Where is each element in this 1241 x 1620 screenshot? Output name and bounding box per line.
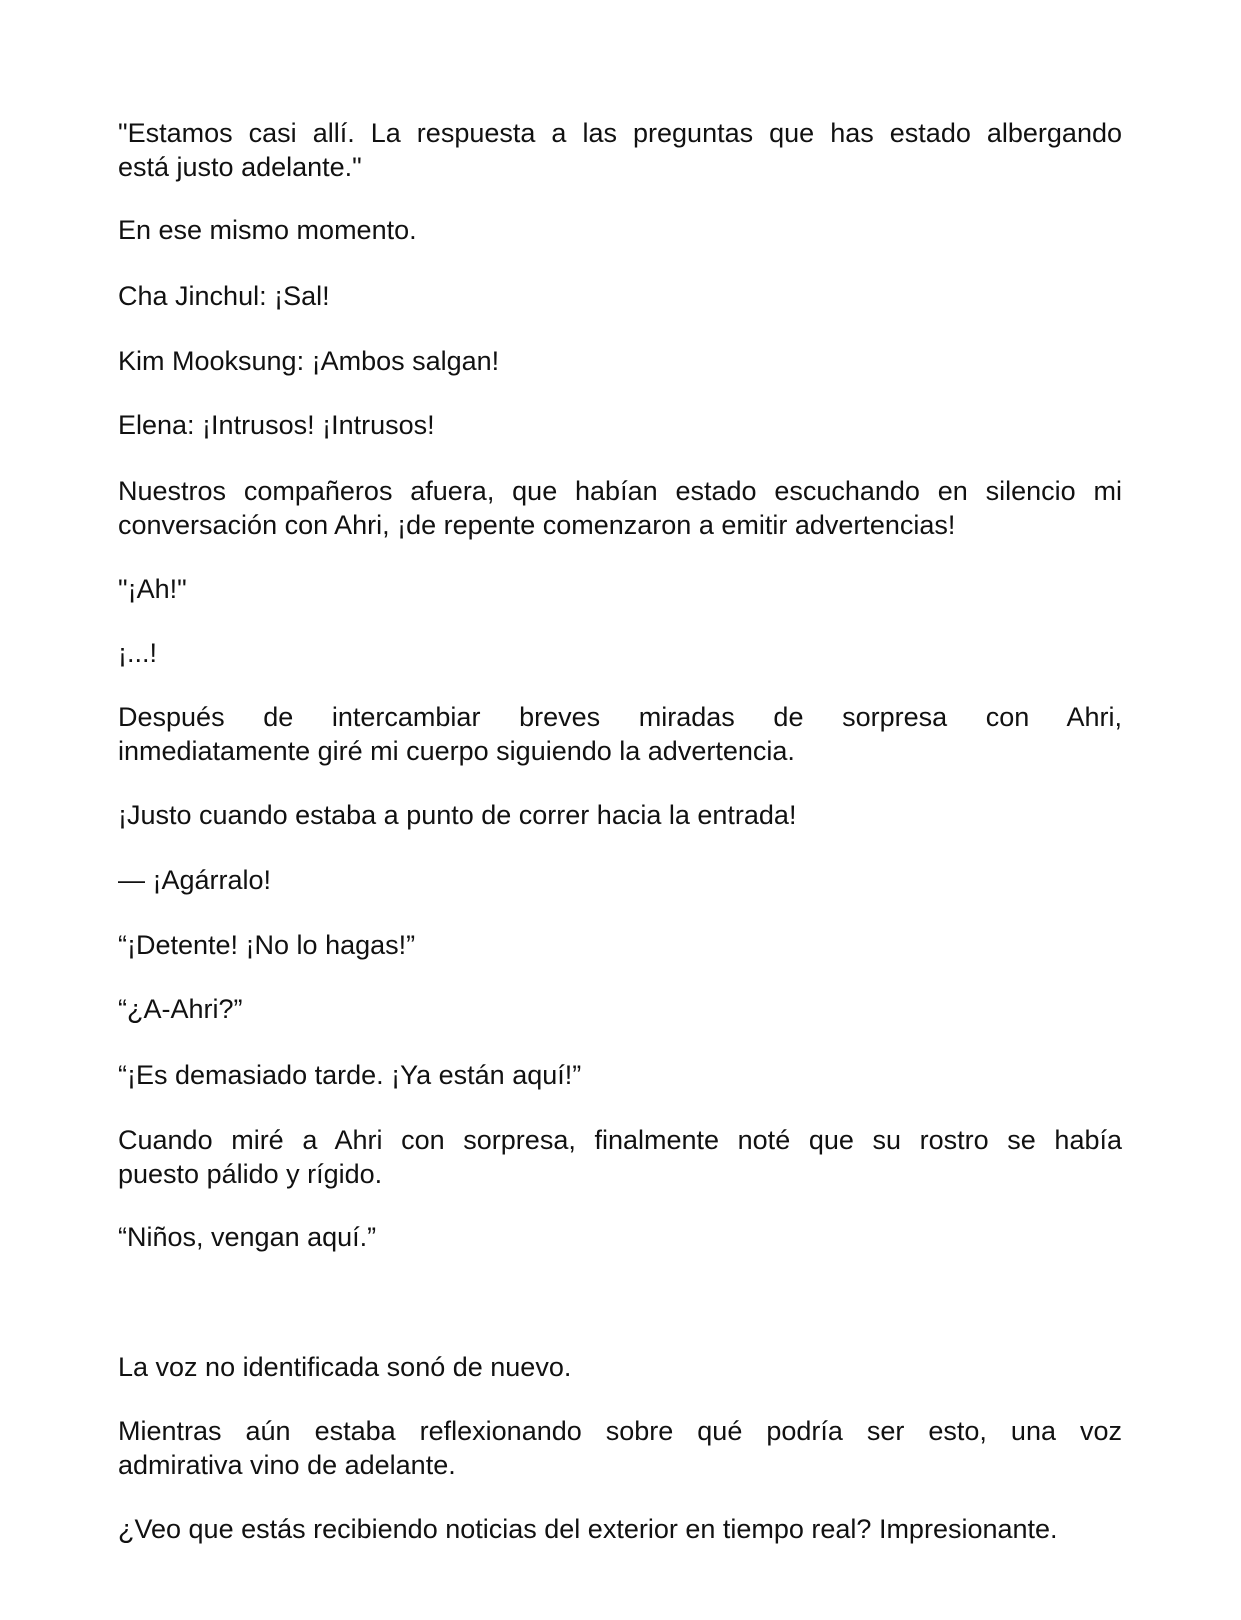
paragraph-3 — [118, 279, 1122, 313]
paragraph-9 — [118, 700, 1122, 768]
paragraph-1 — [118, 116, 1122, 184]
paragraph-9-line-1: Después de intercambiar breves miradas de sorpresa con Ahri, — [118, 702, 1122, 732]
paragraph-18-line-1: Mientras aún estaba reflexionando sobre qué podría ser esto, una voz — [118, 1416, 1122, 1446]
paragraph-6-line-2: conversación con Ahri, ¡de repente comenzaron a emitir advertencias! — [118, 510, 956, 540]
paragraph-14-line-1: “¡Es demasiado tarde. ¡Ya están aquí!” — [118, 1060, 582, 1090]
paragraph-11-line-1: — ¡Agárralo! — [118, 865, 272, 895]
paragraph-1-line-2: está justo adelante." — [118, 152, 362, 182]
paragraph-19-line-1: ¿Veo que estás recibiendo noticias del exterior en tiempo real? Impresionante. — [118, 1514, 1058, 1544]
paragraph-10-line-1: ¡Justo cuando estaba a punto de correr hacia la entrada! — [118, 800, 797, 830]
paragraph-5 — [118, 408, 1122, 442]
paragraph-7-line-1: "¡Ah!" — [118, 574, 187, 604]
paragraph-18 — [118, 1414, 1122, 1482]
paragraph-15-line-2: puesto pálido y rígido. — [118, 1159, 383, 1189]
paragraph-3-line-1: Cha Jinchul: ¡Sal! — [118, 281, 330, 311]
paragraph-12-line-1: “¡Detente! ¡No lo hagas!” — [118, 930, 416, 960]
paragraph-9-line-2: inmediatamente giré mi cuerpo siguiendo la advertencia. — [118, 736, 795, 766]
paragraph-5-line-1: Elena: ¡Intrusos! ¡Intrusos! — [118, 410, 435, 440]
paragraph-6-line-1: Nuestros compañeros afuera, que habían estado escuchando en silencio mi — [118, 476, 1122, 506]
paragraph-17 — [118, 1350, 1122, 1384]
paragraph-2-line-1: En ese mismo momento. — [118, 215, 417, 245]
paragraph-16 — [118, 1220, 1122, 1254]
paragraph-13-line-1: “¿A-Ahri?” — [118, 994, 243, 1024]
paragraph-6 — [118, 474, 1122, 542]
paragraph-7 — [118, 572, 1122, 606]
paragraph-1-line-1: "Estamos casi allí. La respuesta a las preguntas que has estado albergando — [118, 118, 1122, 148]
paragraph-17-line-1: La voz no identificada sonó de nuevo. — [118, 1352, 572, 1382]
paragraph-14 — [118, 1058, 1122, 1092]
paragraph-18-line-2: admirativa vino de adelante. — [118, 1450, 456, 1480]
paragraph-8 — [118, 636, 1122, 670]
paragraph-16-line-1: “Niños, vengan aquí.” — [118, 1222, 377, 1252]
paragraph-8-line-1: ¡...! — [118, 638, 157, 668]
paragraph-2 — [118, 213, 1122, 247]
paragraph-15 — [118, 1123, 1122, 1191]
paragraph-4 — [118, 344, 1122, 378]
paragraph-15-line-1: Cuando miré a Ahri con sorpresa, finalmente noté que su rostro se había — [118, 1125, 1122, 1155]
paragraph-4-line-1: Kim Mooksung: ¡Ambos salgan! — [118, 346, 500, 376]
paragraph-12 — [118, 928, 1122, 962]
paragraph-13 — [118, 992, 1122, 1026]
paragraph-19 — [118, 1512, 1122, 1546]
paragraph-11 — [118, 863, 1122, 897]
paragraph-10 — [118, 798, 1122, 832]
